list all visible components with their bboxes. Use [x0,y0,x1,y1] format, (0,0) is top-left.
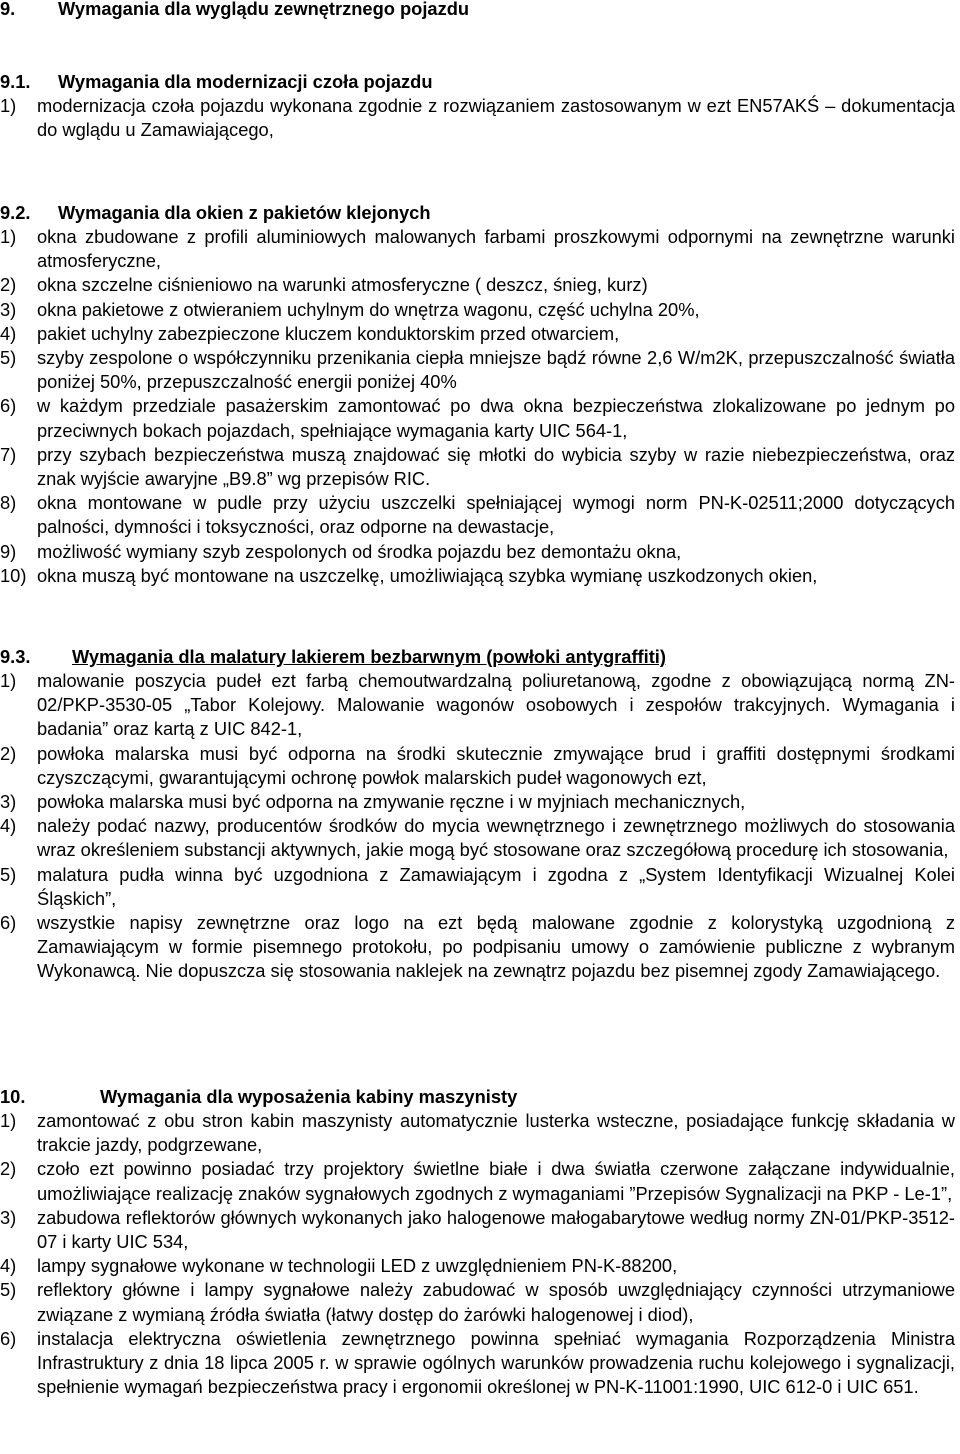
heading-title: Wymagania dla modernizacji czoła pojazdu [58,71,433,92]
list-item-text: reflektory główne i lampy sygnałowe należy zabudować w sposób uwzględniający czynności utrzymaniowe związane z wymianą źródła światła (łatwy dostęp do żarówki halogenowej i diod), [37,1279,955,1325]
list-item-number: 1) [0,226,17,247]
section-heading [0,201,955,225]
list-item-number: 1) [0,95,17,116]
requirements-list [0,94,955,142]
heading-number: 9.3. [0,646,31,667]
list-item [0,1254,955,1278]
section-heading [0,70,955,94]
section-9-3 [0,645,955,984]
list-item-text: okna montowane w pudle przy użyciu uszczelki spełniającej wymogi norm PN-K-02511;2000 dotyczących palności, dymności i toksyczności, oraz odporne na dewastacje, [37,492,955,538]
requirements-list [0,1109,955,1399]
heading-title: Wymagania dla okien z pakietów klejonych [58,202,431,223]
list-item [0,540,955,564]
list-item-text: powłoka malarska musi być odporna na środki skutecznie zmywające brud i graffiti dostępnymi środkami czyszczącymi, gwarantującymi ochronę powłok malarskich pudeł wagonowych ezt, [37,742,955,788]
heading-number: 9.2. [0,202,31,223]
section-heading [0,0,955,21]
list-item-text: modernizacja czoła pojazdu wykonana zgodnie z rozwiązaniem zastosowanym w ezt EN57AKŚ – dokumentacja do wglądu u Zamawiającego, [37,95,955,141]
list-item-text: szyby zespolone o współczynniku przenikania ciepła mniejsze bądź równe 2,6 W/m2K, przepuszczalność światła poniżej 50%, przepuszczalność energii poniżej 40% [37,347,955,393]
list-item [0,273,955,297]
list-item-text: powłoka malarska musi być odporna na zmywanie ręczne i w myjniach mechanicznych, [37,791,746,813]
list-item-text: czoło ezt powinno posiadać trzy projektory świetlne białe i dwa światła czerwone załączane indywidualnie, umożliwiające realizację znaków sygnałowych zgodnych z wymaganiami ”Przepisów Sygnalizacji na PKP - Le-1”, [37,1158,955,1204]
list-item-number: 1) [0,670,17,691]
list-item-number: 10) [0,564,27,586]
list-item [0,863,955,911]
list-item-text: należy podać nazwy, producentów środków do mycia wewnętrznego i zewnętrznego możliwych do stosowania wraz określeniem substancji aktywnych, jakie mogą być stosowane oraz szczegółową procedurę ich stosowania, [37,815,955,861]
list-item-number: 7) [0,443,17,465]
list-item-text: lampy sygnałowe wykonane w technologii LED z uwzględnieniem PN-K-88200, [37,1255,678,1277]
list-item [0,298,955,322]
list-item-text: w każdym przedziale pasażerskim zamontować po dwa okna bezpieczeństwa zlokalizowane po jednym po przeciwnych bokach pojazdach, spełniające wymagania karty UIC 564-1, [37,395,955,441]
list-item-number: 9) [0,540,17,562]
list-item-number: 2) [0,274,17,296]
list-item-text: pakiet uchylny zabezpieczone kluczem konduktorskim przed otwarciem, [37,322,620,344]
list-item [0,1109,955,1157]
list-item [0,1206,955,1254]
list-item [0,790,955,814]
heading-title: Wymagania dla malatury lakierem bezbarwnym (powłoki antygraffiti) [72,646,666,667]
list-item [0,443,955,491]
heading-title: Wymagania dla wyposażenia kabiny maszynisty [100,1086,518,1107]
list-item-number: 5) [0,863,17,885]
list-item [0,1157,955,1205]
section-9-1 [0,70,955,142]
list-item-number: 2) [0,1158,17,1180]
list-item-number: 3) [0,791,17,813]
list-item-number: 5) [0,1279,17,1301]
list-item-text: malatura pudła winna być uzgodniona z Zamawiającym i zgodna z „System Identyfikacji Wizualnej Kolei Śląskich”, [37,863,955,909]
list-item-text: okna zbudowane z profili aluminiowych malowanych farbami proszkowymi odpornymi na zewnętrzne warunki atmosferyczne, [37,226,955,272]
list-item [0,491,955,539]
list-item [0,814,955,862]
list-item-number: 3) [0,1206,17,1228]
heading-number: 10. [0,1086,26,1107]
list-item [0,911,955,984]
list-item-number: 6) [0,395,17,417]
list-item [0,1278,955,1326]
heading-9 [0,0,955,21]
heading-number: 9. [0,0,16,19]
list-item-number: 5) [0,347,17,369]
list-item-text: okna muszą być montowane na uszczelkę, umożliwiającą szybka wymianę uszkodzonych okien, [37,564,818,586]
list-item [0,669,955,742]
list-item-text: przy szybach bezpieczeństwa muszą znajdować się młotki do wybicia szyby w razie niebezpieczeństwa, oraz znak wyjście awaryjne „B9.8” wg przepisów RIC. [37,443,955,490]
list-item-number: 1) [0,1110,17,1131]
section-9-2 [0,201,955,588]
list-item-number: 2) [0,742,17,764]
heading-number: 9.1. [0,71,31,92]
requirements-list [0,225,955,588]
list-item-number: 4) [0,322,17,344]
list-item [0,1327,955,1400]
section-10 [0,1085,955,1399]
list-item [0,742,955,790]
list-item-text: możliwość wymiany szyb zespolonych od środka pojazdu bez demontażu okna, [37,540,682,562]
list-item-number: 6) [0,912,17,934]
requirements-list [0,669,955,984]
list-item-text: zabudowa reflektorów głównych wykonanych jako halogenowe małogabarytowe według normy ZN-01/PKP-3512-07 i karty UIC 534, [37,1206,955,1253]
list-item [0,394,955,442]
list-item-text: wszystkie napisy zewnętrzne oraz logo na ezt będą malowane zgodnie z kolorystyką uzgodnioną z Zamawiającym w formie pisemnego protokołu, po podpisaniu umowy o zamówienie publiczne z wybranym Wykonawcą. Nie dopuszcza się stosowania naklejek na zewnątrz pojazdu bez pisemnej zgody Zamawiającego. [37,912,955,982]
list-item-text: zamontować z obu stron kabin maszynisty automatycznie lusterka wsteczne, posiadające funkcję składania w trakcie jazdy, podgrzewane, [37,1110,955,1156]
list-item-text: instalacja elektryczna oświetlenia zewnętrznego powinna spełniać wymagania Rozporządzenia Ministra Infrastruktury z dnia 18 lipca 2005 r. w sprawie ogólnych warunków prowadzenia ruchu kolejowego i sygnalizacji, spełnienie wymagań bezpieczeństwa pracy i ergonomii określonej w PN-K-11001:1990, UIC 612-0 i UIC 651. [37,1327,955,1398]
list-item-text: okna szczelne ciśnieniowo na warunki atmosferyczne ( deszcz, śnieg, kurz) [37,274,648,296]
list-item [0,346,955,394]
list-item-number: 6) [0,1327,17,1349]
section-heading [0,1085,955,1109]
heading-title: Wymagania dla wyglądu zewnętrznego pojazdu [58,0,470,19]
list-item-number: 4) [0,815,17,837]
list-item-number: 4) [0,1255,17,1277]
list-item [0,322,955,346]
list-item-text: okna pakietowe z otwieraniem uchylnym do wnętrza wagonu, część uchylna 20%, [37,298,700,320]
list-item-text: malowanie poszycia pudeł ezt farbą chemoutwardzalną poliuretanową, zgodne z obowiązującą normą ZN-02/PKP-3530-05 „Tabor Kolejowy. Malowanie wagonów osobowych i zespołów trakcyjnych. Wymagania i badania” oraz kartą z UIC 842-1, [37,670,955,740]
list-item-number: 3) [0,298,17,320]
list-item [0,564,955,588]
list-item [0,94,955,142]
section-heading [0,645,955,669]
list-item-number: 8) [0,492,17,514]
list-item [0,225,955,273]
